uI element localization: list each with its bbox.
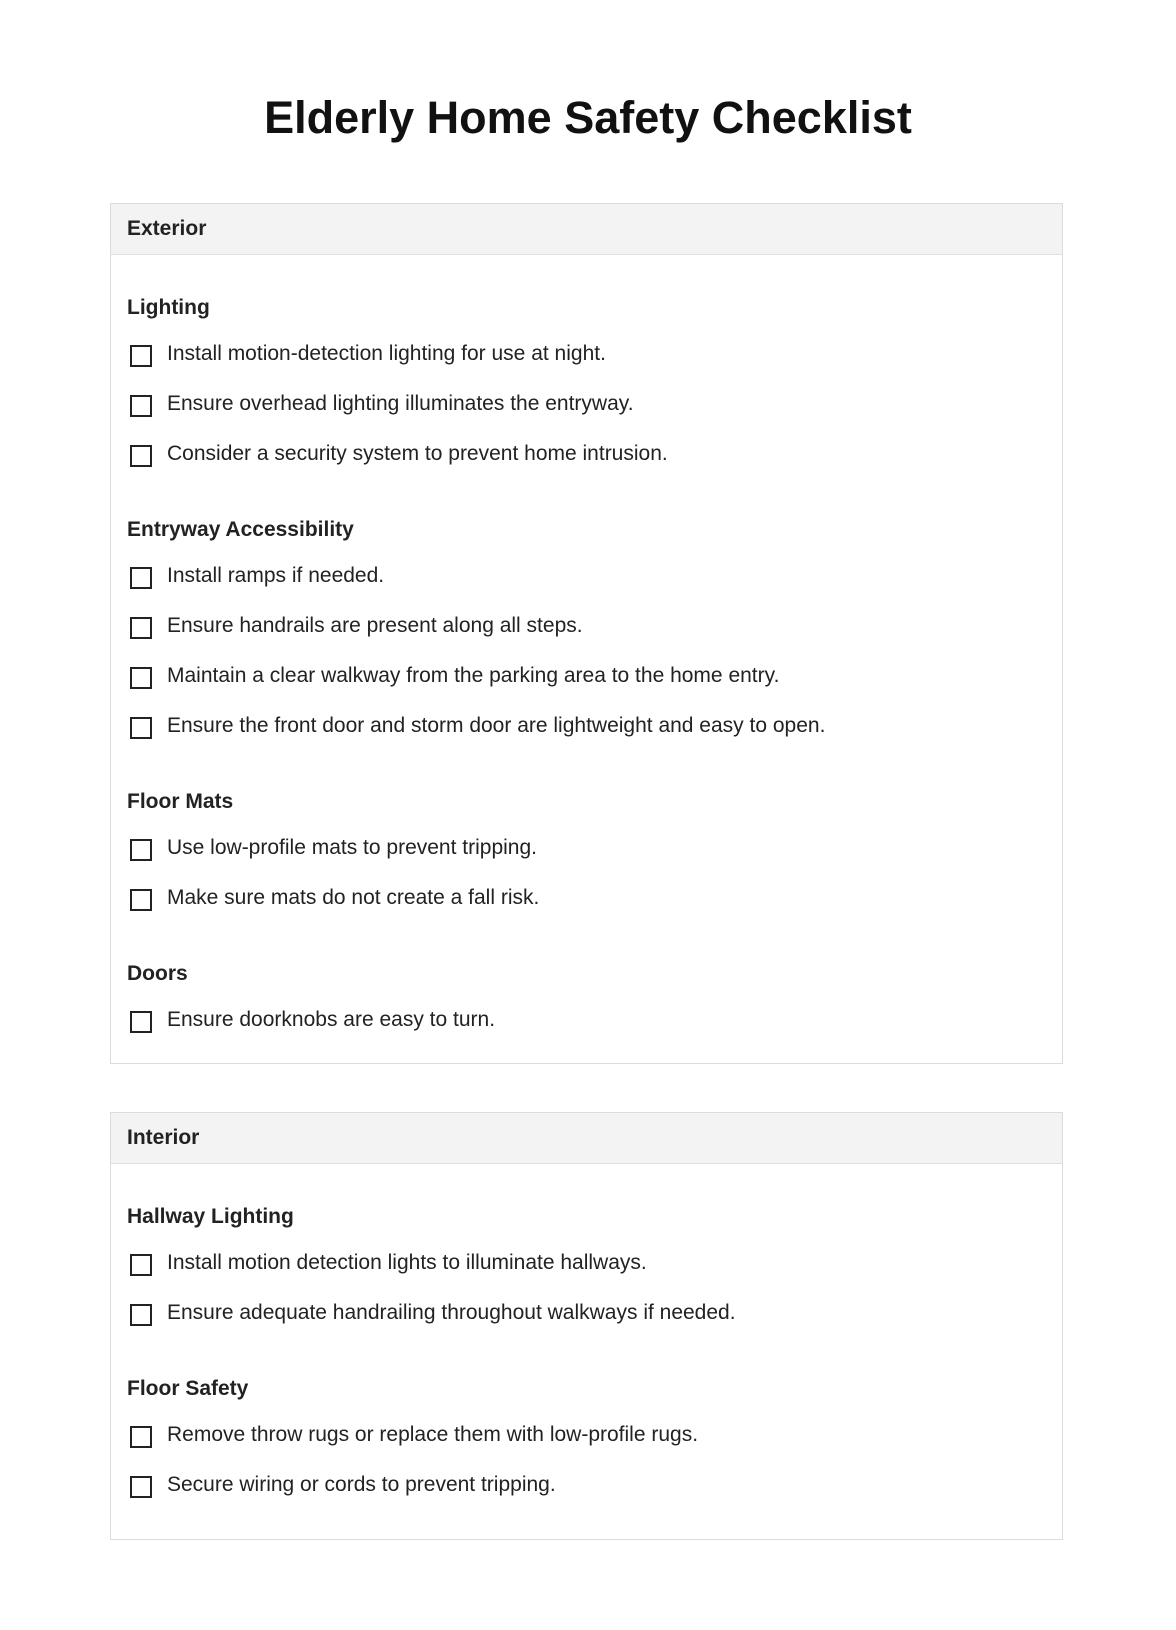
group-title: Hallway Lighting — [127, 1205, 294, 1228]
section-exterior — [110, 203, 1063, 1064]
page-title: Elderly Home Safety Checklist — [264, 92, 912, 143]
checkbox[interactable] — [130, 1426, 152, 1448]
checklist-item-label: Use low-profile mats to prevent tripping. — [167, 836, 537, 859]
checklist-group — [127, 293, 1046, 479]
section-header: Exterior — [111, 204, 1062, 255]
group-title: Lighting — [127, 296, 210, 319]
checklist-item — [127, 379, 1046, 429]
checklist-item — [127, 429, 1046, 479]
checkbox[interactable] — [130, 717, 152, 739]
checklist-item-label: Secure wiring or cords to prevent tripping. — [167, 1473, 556, 1496]
checklist-item-label: Install motion detection lights to illuminate hallways. — [167, 1251, 647, 1274]
group-title: Floor Safety — [127, 1377, 249, 1400]
checklist-item-label: Ensure overhead lighting illuminates the entryway. — [167, 392, 634, 415]
checkbox[interactable] — [130, 1254, 152, 1276]
checklist-item — [127, 1410, 1046, 1460]
checklist-item-label: Make sure mats do not create a fall risk. — [167, 886, 540, 909]
section-body — [111, 255, 1062, 1072]
section-body — [111, 1164, 1062, 1537]
checkbox[interactable] — [130, 1304, 152, 1326]
checklist-item-label: Remove throw rugs or replace them with low-profile rugs. — [167, 1423, 699, 1446]
checkbox[interactable] — [130, 345, 152, 367]
checkbox[interactable] — [130, 889, 152, 911]
checklist-item — [127, 1460, 1046, 1510]
checklist-item — [127, 701, 1046, 751]
checklist-item-label: Install motion-detection lighting for use at night. — [167, 342, 606, 365]
checklist-item-label: Ensure doorknobs are easy to turn. — [167, 1008, 496, 1031]
checklist-item-label: Install ramps if needed. — [167, 564, 385, 587]
checkbox[interactable] — [130, 567, 152, 589]
group-title: Floor Mats — [127, 790, 234, 813]
checkbox[interactable] — [130, 617, 152, 639]
checklist-item — [127, 329, 1046, 379]
checklist-item — [127, 601, 1046, 651]
checklist-group — [127, 787, 1046, 923]
checklist-group — [127, 959, 1046, 1045]
checklist-group — [127, 515, 1046, 751]
checklist-item-label: Ensure the front door and storm door are lightweight and easy to open. — [167, 714, 826, 737]
checkbox[interactable] — [130, 445, 152, 467]
checklist-item — [127, 995, 1046, 1045]
checklist-item-label: Maintain a clear walkway from the parking area to the home entry. — [167, 664, 780, 687]
section-header: Interior — [111, 1113, 1062, 1164]
checklist-item — [127, 823, 1046, 873]
checkbox[interactable] — [130, 1476, 152, 1498]
checklist-item — [127, 873, 1046, 923]
checkbox[interactable] — [130, 839, 152, 861]
checklist-group — [127, 1202, 1046, 1338]
group-title: Entryway Accessibility — [127, 518, 354, 541]
group-title: Doors — [127, 962, 188, 985]
checklist-item-label: Consider a security system to prevent home intrusion. — [167, 442, 668, 465]
checklist-group — [127, 1374, 1046, 1510]
checklist-item — [127, 651, 1046, 701]
checklist-item — [127, 1288, 1046, 1338]
checklist-item — [127, 1238, 1046, 1288]
checkbox[interactable] — [130, 667, 152, 689]
checklist-item — [127, 551, 1046, 601]
checklist-item-label: Ensure handrails are present along all steps. — [167, 614, 583, 637]
checklist-item-label: Ensure adequate handrailing throughout walkways if needed. — [167, 1301, 736, 1324]
checkbox[interactable] — [130, 395, 152, 417]
section-interior — [110, 1112, 1063, 1540]
checkbox[interactable] — [130, 1011, 152, 1033]
